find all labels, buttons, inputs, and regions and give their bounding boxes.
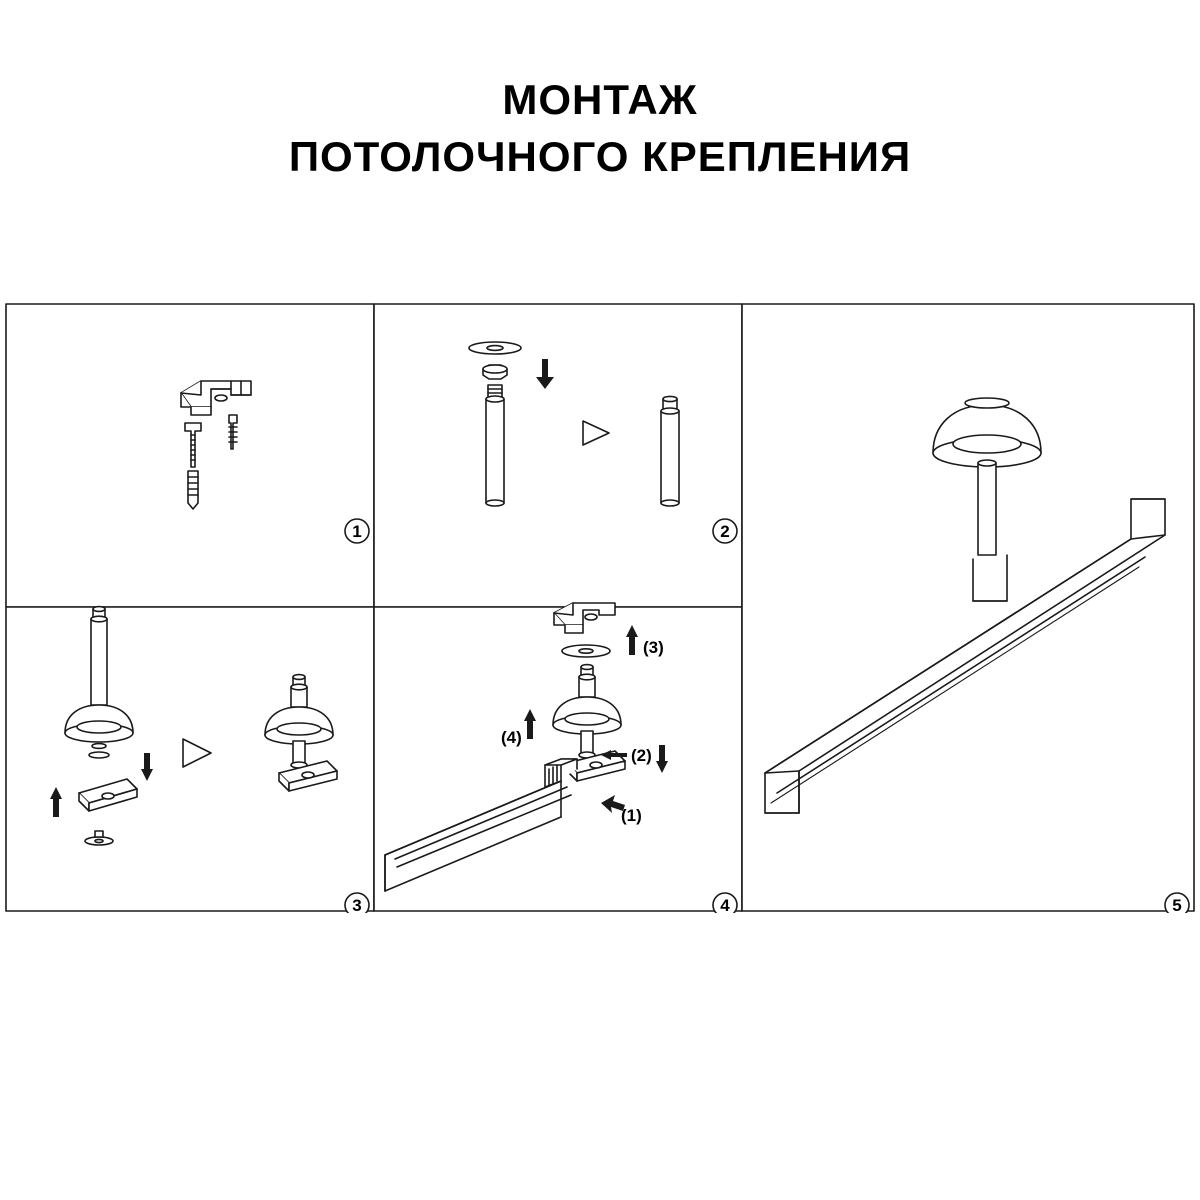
step-label-3: (3) <box>643 638 664 657</box>
title-line-2: ПОТОЛОЧНОГО КРЕПЛЕНИЯ <box>288 132 912 180</box>
step-label-4: (4) <box>501 728 522 747</box>
panel-number-4 <box>713 893 737 913</box>
washer-small-icon <box>89 752 109 758</box>
final-rod <box>978 460 996 555</box>
washer-icon-4 <box>562 645 610 657</box>
title-line-1: МОНТАЖ <box>502 76 698 123</box>
svg-text:5: 5 <box>1172 896 1182 913</box>
svg-text:2: 2 <box>720 522 730 541</box>
page-title <box>0 72 1200 185</box>
svg-text:1: 1 <box>352 522 362 541</box>
nut-icon <box>483 365 507 379</box>
step-label-2: (2) <box>631 746 652 765</box>
panel-number-2 <box>713 519 737 543</box>
panel-number-1 <box>345 519 369 543</box>
svg-text:4: 4 <box>720 896 730 913</box>
suspension-rod-icon <box>486 385 504 506</box>
assembled-rod-icon <box>661 396 679 506</box>
svg-text:3: 3 <box>352 896 362 913</box>
anchor-plug-icon <box>188 471 198 509</box>
panel-number-3 <box>345 893 369 913</box>
installation-diagram <box>5 303 1195 913</box>
step-label-1: (1) <box>621 806 642 825</box>
washer-icon <box>469 342 521 354</box>
panel-number-5 <box>1165 893 1189 913</box>
